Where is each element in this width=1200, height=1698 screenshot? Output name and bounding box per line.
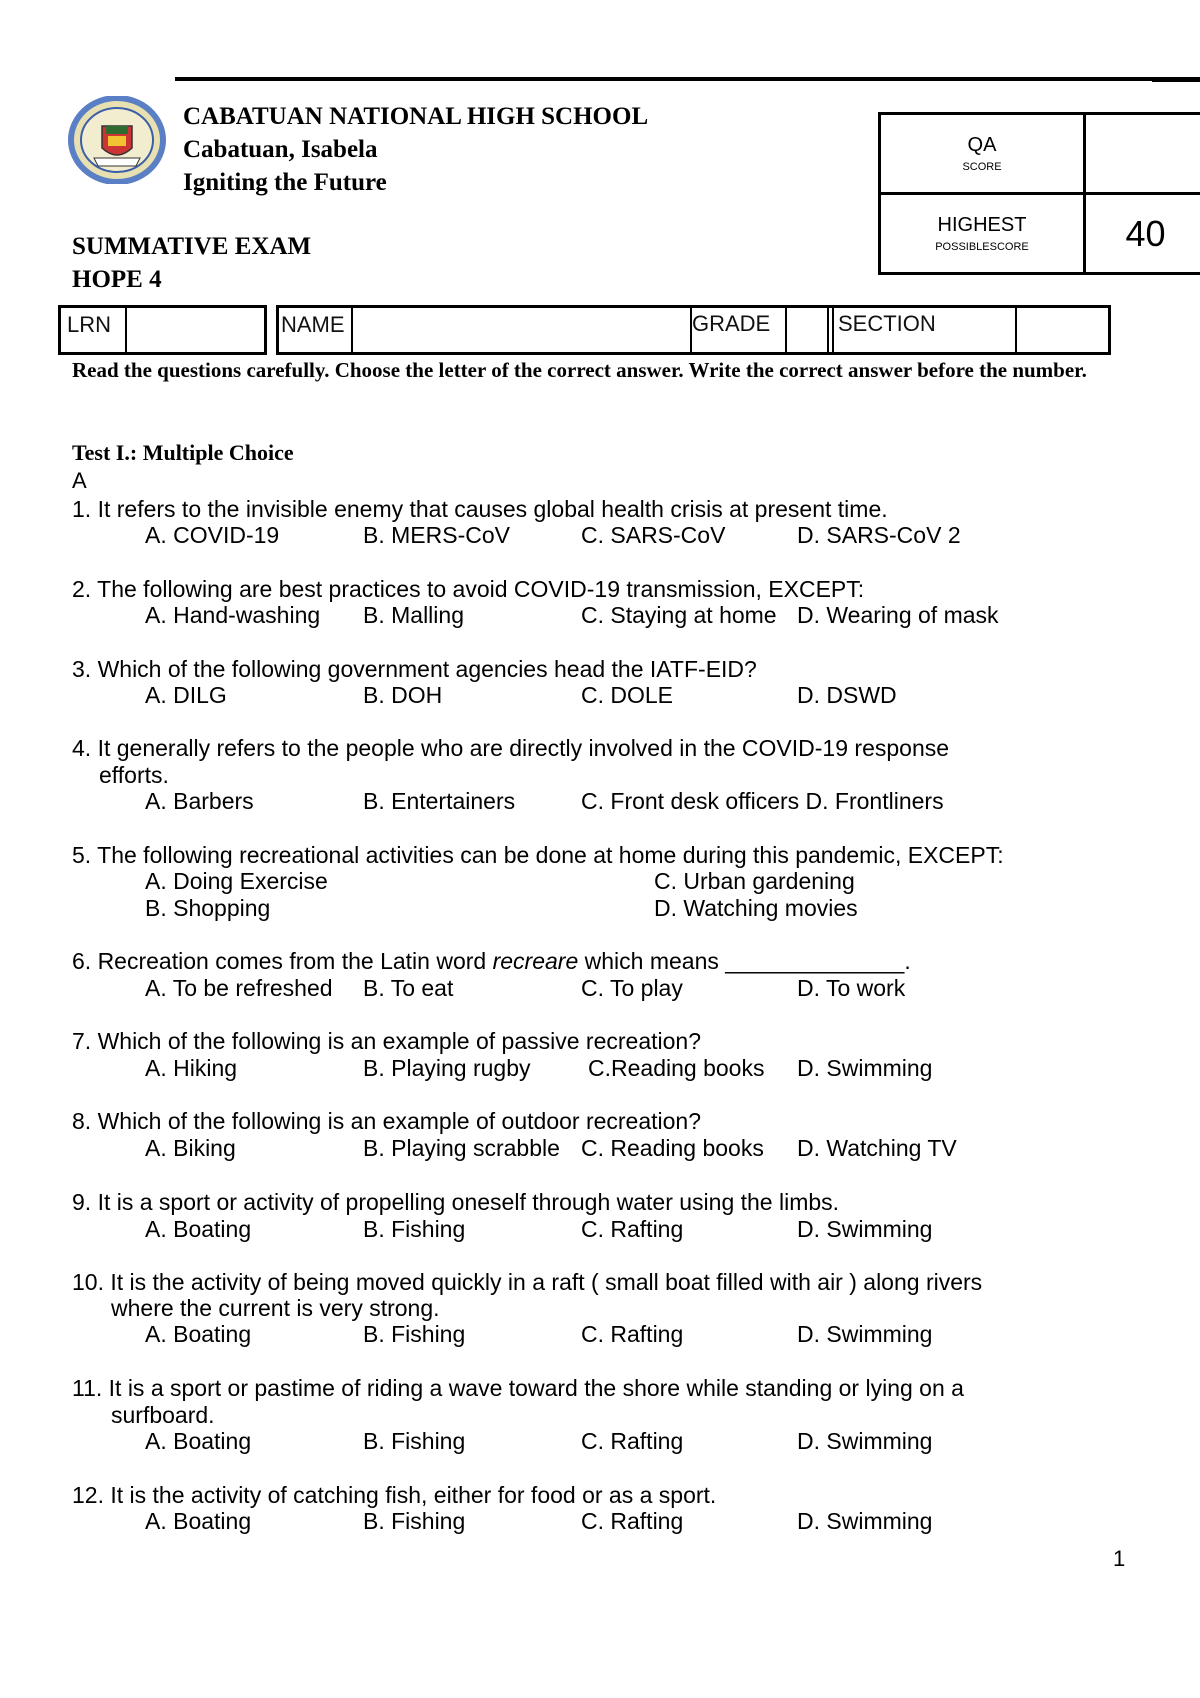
q4-option-c-d: C. Front desk officers D. Frontliners xyxy=(581,788,944,814)
exam-title: SUMMATIVE EXAM xyxy=(72,233,312,260)
q8-option-a: A. Biking xyxy=(145,1135,236,1161)
q6-text-start: 6. Recreation comes from the Latin word xyxy=(72,948,493,974)
score-label: SCORE xyxy=(962,160,1002,173)
q4-option-b: B. Entertainers xyxy=(363,788,516,814)
q7-option-a: A. Hiking xyxy=(145,1055,238,1081)
score-box xyxy=(878,112,1200,274)
q1-option-d: D. SARS-CoV 2 xyxy=(797,522,961,548)
q11-option-b: B. Fishing xyxy=(363,1428,466,1454)
student-info-row xyxy=(58,305,1108,355)
q10-option-b: B. Fishing xyxy=(363,1321,466,1347)
highest-score-value xyxy=(1085,194,1200,274)
grade-label: GRADE xyxy=(692,311,771,336)
school-seal-logo xyxy=(68,96,166,184)
q6-text-end: which means ______________. xyxy=(578,948,911,974)
school-location: Cabatuan, Isabela xyxy=(183,136,378,163)
q9-option-b: B. Fishing xyxy=(363,1216,466,1242)
q11-option-d: D. Swimming xyxy=(797,1428,933,1454)
q2-option-a: A. Hand-washing xyxy=(145,602,321,628)
question-10: 10. It is the activity of being moved quickly in a raft ( small boat filled with air ) along rivers xyxy=(72,1269,983,1295)
question-12: 12. It is the activity of catching fish, either for food or as a sport. xyxy=(72,1482,717,1508)
q5-option-a: A. Doing Exercise xyxy=(145,868,328,894)
highest-score-label-cell xyxy=(880,194,1085,274)
q5-option-b: B. Shopping xyxy=(145,895,271,921)
question-6 xyxy=(72,948,911,975)
test-title: Test I.: Multiple Choice xyxy=(72,440,294,465)
page-number: 1 xyxy=(1113,1546,1126,1571)
question-7: 7. Which of the following is an example of passive recreation? xyxy=(72,1028,701,1054)
q8-option-d: D. Watching TV xyxy=(797,1135,957,1161)
q3-option-a: A. DILG xyxy=(145,682,227,708)
q2-option-b: B. Malling xyxy=(363,602,464,628)
highest-score-number: 40 xyxy=(1125,212,1166,254)
q8-option-b: B. Playing scrabble xyxy=(363,1135,560,1161)
q7-option-c: C.Reading books xyxy=(588,1055,765,1081)
possible-score-label: POSSIBLESCORE xyxy=(935,240,1029,253)
header-rule xyxy=(175,77,1200,81)
qa-score-label-cell xyxy=(880,114,1085,194)
test-set-letter: A xyxy=(72,468,87,493)
qa-score-value[interactable] xyxy=(1085,114,1200,194)
school-motto: Igniting the Future xyxy=(183,169,387,196)
q6-latin-word: recreare xyxy=(492,948,579,974)
header-rule-right xyxy=(1152,79,1200,82)
q6-option-d: D. To work xyxy=(797,975,906,1001)
question-2: 2. The following are best practices to avoid COVID-19 transmission, EXCEPT: xyxy=(72,576,865,602)
q6-option-b: B. To eat xyxy=(363,975,454,1001)
q11-option-a: A. Boating xyxy=(145,1428,252,1454)
question-11-continued: surfboard. xyxy=(111,1402,215,1428)
q3-option-b: B. DOH xyxy=(363,682,443,708)
q12-option-d: D. Swimming xyxy=(797,1508,933,1534)
q5-option-d: D. Watching movies xyxy=(654,895,858,921)
qa-label: QA xyxy=(967,133,997,156)
q10-option-d: D. Swimming xyxy=(797,1321,933,1347)
q9-option-c: C. Rafting xyxy=(581,1216,684,1242)
q1-option-b: B. MERS-CoV xyxy=(363,522,510,548)
instructions: Read the questions carefully. Choose the letter of the correct answer. Write the correct answer before the number. xyxy=(72,358,1087,382)
section-field[interactable] xyxy=(832,305,1111,355)
question-5: 5. The following recreational activities can be done at home during this pandemic, EXCEPT: xyxy=(72,842,1004,868)
question-4-continued: efforts. xyxy=(99,762,169,788)
q5-option-c: C. Urban gardening xyxy=(654,868,855,894)
lrn-label: LRN xyxy=(67,312,112,337)
question-9: 9. It is a sport or activity of propelling oneself through water using the limbs. xyxy=(72,1189,840,1215)
q12-option-c: C. Rafting xyxy=(581,1508,684,1534)
q12-option-b: B. Fishing xyxy=(363,1508,466,1534)
q3-option-c: C. DOLE xyxy=(581,682,674,708)
q7-option-b: B. Playing rugby xyxy=(363,1055,531,1081)
question-3: 3. Which of the following government agencies head the IATF-EID? xyxy=(72,656,757,682)
q10-option-c: C. Rafting xyxy=(581,1321,684,1347)
q7-option-d: D. Swimming xyxy=(797,1055,933,1081)
q9-option-a: A. Boating xyxy=(145,1216,252,1242)
q9-option-d: D. Swimming xyxy=(797,1216,933,1242)
question-10-continued: where the current is very strong. xyxy=(111,1295,440,1321)
question-11: 11. It is a sport or pastime of riding a wave toward the shore while standing or lying on a xyxy=(72,1375,964,1401)
question-1: 1. It refers to the invisible enemy that causes global health crisis at present time. xyxy=(72,496,888,522)
exam-subject: HOPE 4 xyxy=(72,266,162,293)
q6-option-c: C. To play xyxy=(581,975,683,1001)
q2-option-c: C. Staying at home xyxy=(581,602,777,628)
q8-option-c: C. Reading books xyxy=(581,1135,764,1161)
q6-option-a: A. To be refreshed xyxy=(145,975,333,1001)
q4-option-a: A. Barbers xyxy=(145,788,254,814)
grade-field[interactable] xyxy=(690,305,840,355)
question-8: 8. Which of the following is an example of outdoor recreation? xyxy=(72,1108,702,1134)
q3-option-d: D. DSWD xyxy=(797,682,897,708)
question-4: 4. It generally refers to the people who are directly involved in the COVID-19 response xyxy=(72,735,950,761)
highest-label: HIGHEST xyxy=(937,213,1027,236)
q1-option-c: C. SARS-CoV xyxy=(581,522,726,548)
lrn-field[interactable] xyxy=(58,305,267,355)
q1-option-a: A. COVID-19 xyxy=(145,522,280,548)
q12-option-a: A. Boating xyxy=(145,1508,252,1534)
q11-option-c: C. Rafting xyxy=(581,1428,684,1454)
section-label: SECTION xyxy=(838,311,936,336)
q10-option-a: A. Boating xyxy=(145,1321,252,1347)
name-label: NAME xyxy=(281,312,345,337)
q2-option-d: D. Wearing of mask xyxy=(797,602,999,628)
school-name: CABATUAN NATIONAL HIGH SCHOOL xyxy=(183,103,649,130)
